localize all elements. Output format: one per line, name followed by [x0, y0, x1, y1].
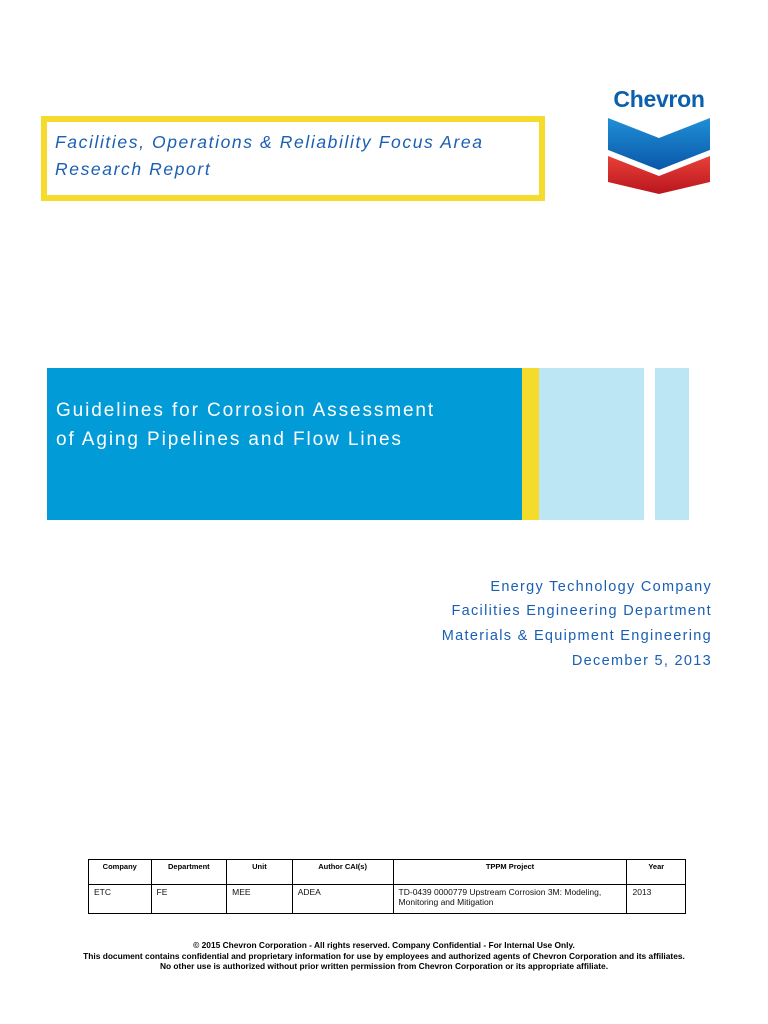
report-date: December 5, 2013: [571, 653, 712, 669]
chevron-emblem-icon: [606, 116, 712, 194]
table-header-cell: Year: [627, 860, 686, 885]
table-header-cell: TPPM Project: [393, 860, 627, 885]
title-banner: [47, 368, 522, 520]
table-cell-project: TD-0439 0000779 Upstream Corrosion 3M: Modeling, Monitoring and Mitigation: [393, 885, 627, 914]
table-header-cell: Author CAI(s): [292, 860, 393, 885]
table-cell-department: FE: [151, 885, 227, 914]
title-line-2: of Aging Pipelines and Flow Lines: [56, 429, 403, 450]
table-cell-author: ADEA: [292, 885, 393, 914]
table-cell-unit: MEE: [227, 885, 293, 914]
focus-area-line-1: Facilities, Operations & Reliability Focus Area: [55, 132, 484, 152]
table-header-cell: Company: [89, 860, 152, 885]
org-department: Facilities Engineering Department: [451, 603, 712, 619]
table-cell-company: ETC: [89, 885, 152, 914]
chevron-logo: [603, 86, 715, 194]
table-header-cell: Department: [151, 860, 227, 885]
table-cell-year: 2013: [627, 885, 686, 914]
banner-light-strip: [655, 368, 689, 520]
table-header-row: [89, 860, 686, 885]
report-metadata-table: [88, 859, 686, 914]
org-company: Energy Technology Company: [490, 579, 712, 595]
focus-area-box: [41, 116, 545, 201]
table-row: [89, 885, 686, 914]
legal-notice: [30, 940, 738, 972]
table-header-cell: Unit: [227, 860, 293, 885]
focus-area-line-2: Research Report: [55, 159, 212, 179]
org-group: Materials & Equipment Engineering: [441, 628, 712, 644]
logo-wordmark: Chevron: [613, 86, 705, 112]
legal-line-3: No other use is authorized without prior written permission from Chevron Corporation or its appropriate affiliate.: [159, 961, 609, 971]
title-line-1: Guidelines for Corrosion Assessment: [56, 400, 436, 421]
legal-line-1: © 2015 Chevron Corporation - All rights reserved. Company Confidential - For Internal Use Only.: [193, 940, 575, 950]
legal-line-2: This document contains confidential and proprietary information for use by employees and authorized agents of Chevron Corporation and its affiliates.: [83, 950, 685, 961]
banner-light-block: [539, 368, 644, 520]
banner-yellow-bar: [522, 368, 539, 520]
